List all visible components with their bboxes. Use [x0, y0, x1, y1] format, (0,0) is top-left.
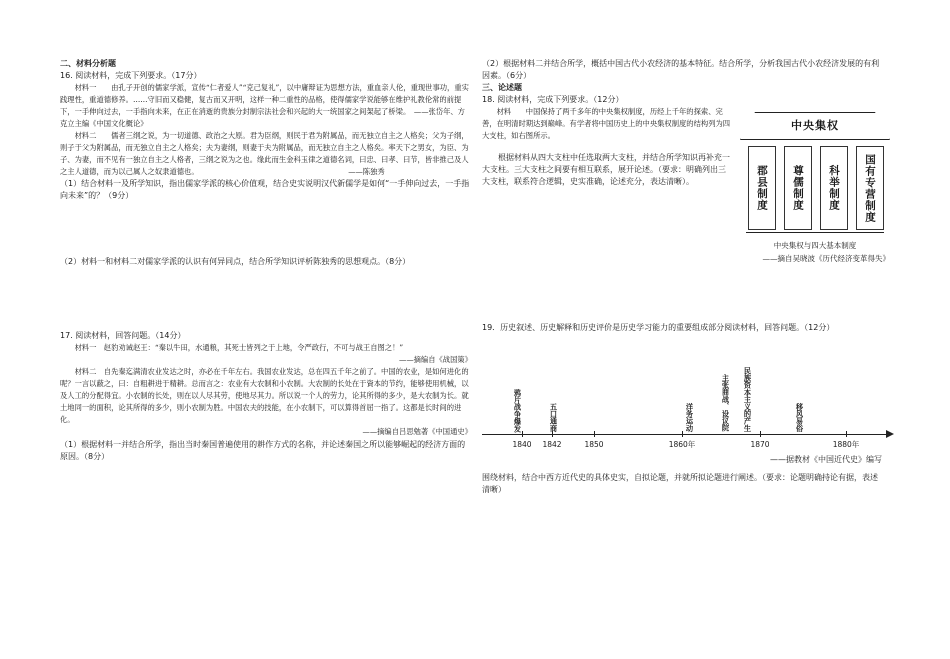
diagram-roof-label: 中央集权 — [791, 119, 839, 132]
pillar-prefecture-county: 郡县制度 — [748, 146, 776, 230]
q17-material-1-source: ——摘编自《战国策》 — [399, 355, 472, 365]
timeline-year-1842: 1842 — [542, 440, 562, 449]
diagram-base-line — [746, 232, 884, 233]
modern-history-timeline — [482, 338, 882, 464]
pillar-state-monopoly: 国有专营制度 — [856, 146, 884, 230]
section-heading-essay: 三、论述题 — [482, 83, 522, 92]
q17-heading: 17. 阅读材料，回答问题。（14分） — [60, 331, 186, 341]
q16-material-2: 材料二 儒者三纲之说，为一切道德、政治之大原。君为臣纲，则民于君为附属品，而无独立自主之人格矣；父为子纲，则子于父为附属品，而无独立自主之人格矣；夫为妻纲，则妻于夫为附属品，而无独立自主之人格矣。率天下之男女，为臣、为子、为妻，而不见有一独立自主之人格者，三纲之说为之也。缘此而生金科玉律之道德名词，曰忠、曰孝、曰节，皆非推己及人之主人道德，而为以己属人之奴隶道德也。 ——陈独秀 — [60, 131, 469, 177]
q18-material: 材料 中国保持了两千多年的中央集权制度，历经上千年的探索、完善，在明清时期达到巅峰。有学者将中国历史上的中央集权制度的结构列为四大支柱，如右图所示。 — [482, 107, 731, 141]
q17-material-2: 材料二 自先秦迄满清农业发达之时，亦必在千年左右。我国农业发达，总在四五千年之前了。中国的农业，是如何进化的呢？一言以蔽之，曰：自粗耕进于精耕。总而言之：农业有大农制和小农制。大农制的长处在于資本的节约，能够使用机械，以及人工的分配得宜。小农制的长处，则在以人尽其劳，使地尽其力。所以说一个人的劳力，论其所得的多少，是大农制为长。就土地同一的面积，论其所得的多少，则小农制为胜。中国农夫的技能，在小农制下，可以算得首屈一指了。这都是长时间的进化。 — [60, 367, 469, 425]
event-opium-war: 鸦片战争爆发 — [513, 388, 523, 432]
central-power-diagram — [740, 112, 890, 302]
timeline-source: ——据教材《中国近代史》编写 — [770, 455, 882, 464]
timeline-arrow-icon — [886, 430, 894, 438]
q19-heading: 19．历史叙述、历史解释和历史评价是历史学习能力的重要组成部分阅读材料，回答问题。（12分） — [482, 323, 835, 332]
q17-material-1: 材料一 赵豹劝诫赵王：“秦以牛田，水通粮，其死士皆列之于上地，令严政行，不可与战王自图之！” — [74, 343, 404, 353]
pillar-confucianism: 尊儒制度 — [784, 146, 812, 230]
timeline-year-1870: 1870 — [750, 440, 770, 449]
section-heading-material: 二、材料分析题 — [60, 59, 116, 68]
q19-task: 围绕材料，结合中西方近代史的具体史实，自拟论题，并就所拟论题进行阐述。（要求：论题明确持论有据，表述清晰） — [482, 473, 878, 494]
timeline-tick — [760, 431, 761, 437]
diagram-caption: 中央集权与四大基本制度 — [773, 241, 857, 250]
timeline-axis — [482, 434, 892, 435]
q16-heading: 16. 阅读材料，完成下列要求。（17分） — [60, 71, 202, 80]
left-column — [60, 58, 472, 463]
q17-question-2: （2）根据材料二并结合所学，概括中国古代小农经济的基本特征。结合所学，分析我国古代小农经济发展的有利因素。（6分） — [482, 59, 880, 80]
q16-question-1: （1）结合材料一及所学知识，指出儒家学派的核心价值观，结合史实说明汉代新儒学是如何“一手伸向过去，一手指向未来”的？（9分） — [60, 179, 470, 201]
right-column — [482, 58, 890, 496]
timeline-tick — [682, 431, 683, 437]
event-custom-reform: 移风易俗 — [795, 403, 805, 432]
timeline-year-1860: 1860年 — [668, 440, 696, 449]
event-self-strengthening: 洋务运动 — [685, 403, 695, 432]
timeline-year-1880: 1880年 — [832, 440, 860, 449]
q18-heading: 18. 阅读材料，完成下列要求。（12分） — [482, 95, 624, 104]
event-five-ports: 五口通商 — [549, 403, 559, 432]
q16-question-2: （2）材料一和材料二对儒家学派的认识有何异同点，结合所学知识评析陈独秀的思想观点。（8分） — [60, 257, 411, 267]
q18-block — [482, 94, 890, 294]
timeline-year-1840: 1840 — [512, 440, 532, 449]
event-commercial-war-parliament: 主张商战、设议院 — [721, 374, 731, 432]
pillar-imperial-exam: 科举制度 — [820, 146, 848, 230]
event-national-capitalism: 民族资本主义的产生 — [743, 367, 753, 432]
q17-question-1: （1）根据材料一并结合所学，指出当时秦国普遍使用的耕作方式的名称，并论述秦国之所以能够崛起的经济方面的原因。（8分） — [60, 439, 466, 461]
q17-material-2-source: ——摘编自吕思勉著《中国通史》 — [362, 427, 472, 437]
q18-task: 根据材料从四大支柱中任选取两大支柱，并结合所学知识再补充一大支柱。三大支柱之间要有相互联系，展开论述。（要求：明确列出三大支柱，联系符合逻辑，史实准确，论述充分，表达清晰）。 — [482, 153, 730, 187]
timeline-tick — [594, 431, 595, 437]
timeline-tick — [846, 431, 847, 437]
q16-material-1: 材料一 由孔子开创的儒家学派，宣传“仁者爱人”“克己复礼”，以中庸辩证为思想方法，重血亲人伦，重现世事功，重实践理性，重道德修养。……守旧而又稳健，复古而又开明，这样一种二重性的品格，使得儒家学说能够在维护礼教伦常的前提下，一手伸向过去，一手指向未来，在正在消逝的贵族分封制宗法社会和兴起的大一统国家之间架起了桥梁。 ——张岱年、方克立主编《中国文化概论》 — [60, 83, 469, 129]
diagram-source: ——摘自吴晓波《历代经济变革得失》 — [762, 254, 890, 263]
timeline-year-1850: 1850 — [584, 440, 604, 449]
